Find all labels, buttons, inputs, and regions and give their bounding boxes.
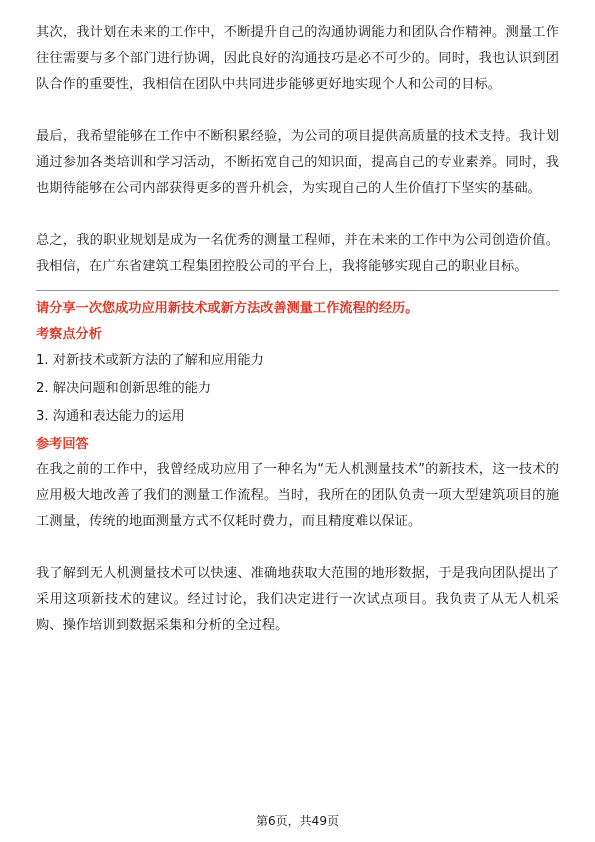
analysis-list bbox=[36, 347, 559, 431]
paragraph-teamwork: 其次，我计划在未来的工作中，不断提升自己的沟通协调能力和团队合作精神。测量工作往往需要与多个部门进行协调，因此良好的沟通技巧是必不可少的。同时，我也认识到团队合作的重要性，我相信在团队中共同进步能够更好地实现个人和公司的目标。 bbox=[36, 25, 559, 92]
paragraph-summary: 总之，我的职业规划是成为一名优秀的测量工程师，并在未来的工作中为公司创造价值。我相信，在广东省建筑工程集团控股公司的平台上，我将能够实现自己的职业目标。 bbox=[36, 233, 559, 274]
paragraph-experience: 最后，我希望能够在工作中不断积累经验，为公司的项目提供高质量的技术支持。我计划通过参加各类培训和学习活动，不断拓宽自己的知识面，提高自己的专业素养。同时，我也期待能够在公司内部获得更多的晋升机会，为实现自己的人生价值打下坚实的基础。 bbox=[36, 129, 559, 196]
document-page bbox=[36, 20, 559, 639]
paragraph-gap bbox=[36, 202, 559, 228]
paragraph-gap bbox=[36, 98, 559, 124]
answer-paragraph: 在我之前的工作中，我曾经成功应用了一种名为“无人机测量技术”的新技术，这一技术的应用极大地改善了我们的测量工作流程。当时，我所在的团队负责一项大型建筑项目的施工测量，传统的地面测量方式不仅耗时费力，而且精度难以保证。 bbox=[36, 462, 559, 529]
page-number: 第6页，共49页 bbox=[256, 814, 339, 828]
list-item: 3. 沟通和表达能力的运用 bbox=[36, 409, 185, 424]
paragraph-gap bbox=[36, 535, 559, 561]
list-item: 2. 解决问题和创新思维的能力 bbox=[36, 381, 212, 396]
interview-question: 请分享一次您成功应用新技术或新方法改善测量工作流程的经历。 bbox=[36, 301, 419, 316]
analysis-heading: 考察点分析 bbox=[36, 327, 102, 342]
section-divider bbox=[36, 290, 559, 291]
answer-heading: 参考回答 bbox=[36, 437, 89, 452]
list-item: 1. 对新技术或新方法的了解和应用能力 bbox=[36, 353, 264, 368]
answer-paragraph: 我了解到无人机测量技术可以快速、准确地获取大范围的地形数据，于是我向团队提出了采用这项新技术的建议。经过讨论，我们决定进行一次试点项目。我负责了从无人机采购、操作培训到数据采集和分析的全过程。 bbox=[36, 566, 559, 633]
